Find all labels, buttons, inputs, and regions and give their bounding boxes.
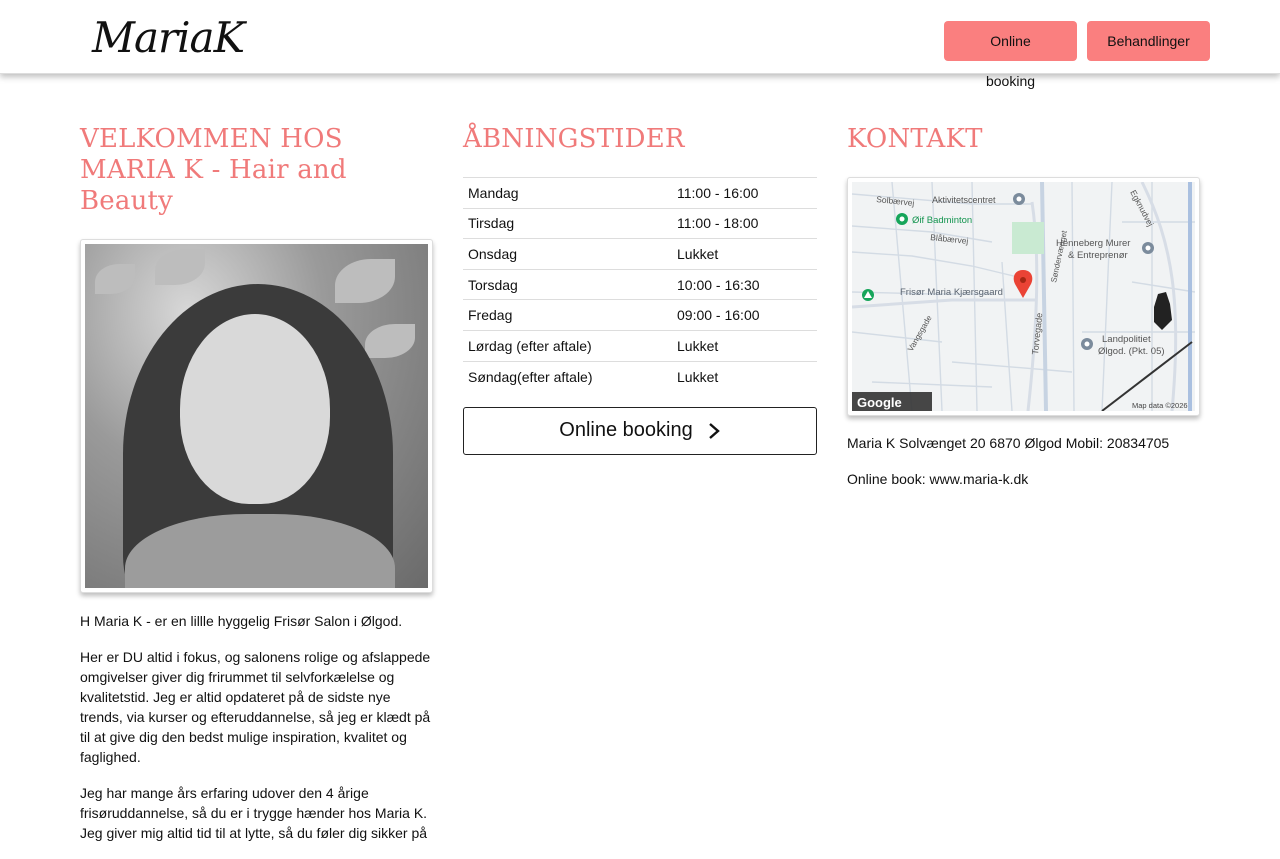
table-row xyxy=(463,330,817,361)
welcome-column xyxy=(80,124,433,859)
time-cell: 11:00 - 18:00 xyxy=(672,208,817,239)
contact-online-book: Online book: www.maria-k.dk xyxy=(847,471,1029,487)
day-cell: Onsdag xyxy=(463,239,672,270)
time-cell: Lukket xyxy=(672,330,817,361)
day-cell: Fredag xyxy=(463,300,672,331)
opening-hours-column xyxy=(463,124,816,455)
online-booking-button[interactable] xyxy=(463,407,817,455)
map-label: Frisør Maria Kjærsgaard xyxy=(900,287,1003,298)
map-label: Søndervænget xyxy=(1049,229,1069,284)
map-label: Øif Badminton xyxy=(912,215,973,226)
table-row xyxy=(463,208,817,239)
time-cell: 09:00 - 16:00 xyxy=(672,300,817,331)
logo[interactable]: MariaK xyxy=(92,13,244,62)
portrait-frame xyxy=(80,239,433,593)
map-attribution: Map data ©2026 xyxy=(1132,401,1188,410)
opening-hours-table xyxy=(463,177,817,392)
map-label: Henneberg Murer xyxy=(1056,238,1131,249)
location-map[interactable] xyxy=(852,182,1195,411)
map-frame xyxy=(847,177,1200,416)
contact-column xyxy=(847,124,1200,505)
bio-paragraph: H Maria K - er en lillle hyggelig Frisør Salon i Ølgod. xyxy=(80,613,403,629)
time-cell: 10:00 - 16:30 xyxy=(672,269,817,300)
map-label: Ølgod. (Pkt. 05) xyxy=(1098,346,1165,357)
bio-paragraph: Jeg har mange års erfaring udover den 4 årige frisøruddannelse, så du er i trygge hænder hos Maria K. Jeg giver mig altid tid til at lytte, så du føler dig sikker på xyxy=(80,785,428,841)
table-row xyxy=(463,361,817,392)
map-label: Vangsgade xyxy=(905,313,934,353)
welcome-text xyxy=(80,611,433,843)
table-row xyxy=(463,178,817,209)
contact-info xyxy=(847,433,1200,489)
map-label: Landpolitiet xyxy=(1102,334,1151,345)
day-cell: Søndag(efter aftale) xyxy=(463,361,672,392)
site-header xyxy=(0,0,1280,89)
time-cell: 11:00 - 16:00 xyxy=(672,178,817,209)
welcome-title: VELKOMMEN HOS MARIA K - Hair and Beauty xyxy=(80,124,347,216)
portrait-photo xyxy=(85,244,428,588)
day-cell: Tirsdag xyxy=(463,208,672,239)
bio-paragraph: Her er DU altid i fokus, og salonens rolige og afslappede omgivelser giver dig frirummet til selvforkælelse og kvalitetstid. Jeg er altid opdateret på de sidste nye trends, via kurser og efteruddannelse, så jeg er klædt på til at give dig den bedst mulige inspiration, kvalitet og faglighed. xyxy=(80,649,431,765)
map-label: Solbærvej xyxy=(875,194,915,208)
online-booking-label: Online booking xyxy=(559,419,693,442)
time-cell: Lukket xyxy=(672,239,817,270)
chevron-right-icon xyxy=(707,422,721,440)
day-cell: Mandag xyxy=(463,178,672,209)
map-label: Blåbærvej xyxy=(929,232,969,246)
time-cell: Lukket xyxy=(672,361,817,392)
day-cell: Lørdag (efter aftale) xyxy=(463,330,672,361)
map-label: Egknudvej xyxy=(1128,188,1156,228)
contact-title: KONTAKT xyxy=(847,124,983,154)
table-row xyxy=(463,300,817,331)
table-row xyxy=(463,239,817,270)
day-cell: Torsdag xyxy=(463,269,672,300)
opening-hours-title: ÅBNINGSTIDER xyxy=(463,124,685,154)
google-logo: Google xyxy=(857,395,902,410)
nav-behandlinger-button[interactable]: Behandlinger xyxy=(1087,21,1210,61)
map-label: Torvegade xyxy=(1030,312,1045,356)
nav-online-booking-button[interactable]: Online booking xyxy=(944,21,1077,61)
contact-address: Maria K Solvænget 20 6870 Ølgod Mobil: 20834705 xyxy=(847,435,1170,451)
map-label: & Entreprenør xyxy=(1068,250,1128,261)
table-row xyxy=(463,269,817,300)
map-label: Aktivitetscentret xyxy=(932,195,996,205)
